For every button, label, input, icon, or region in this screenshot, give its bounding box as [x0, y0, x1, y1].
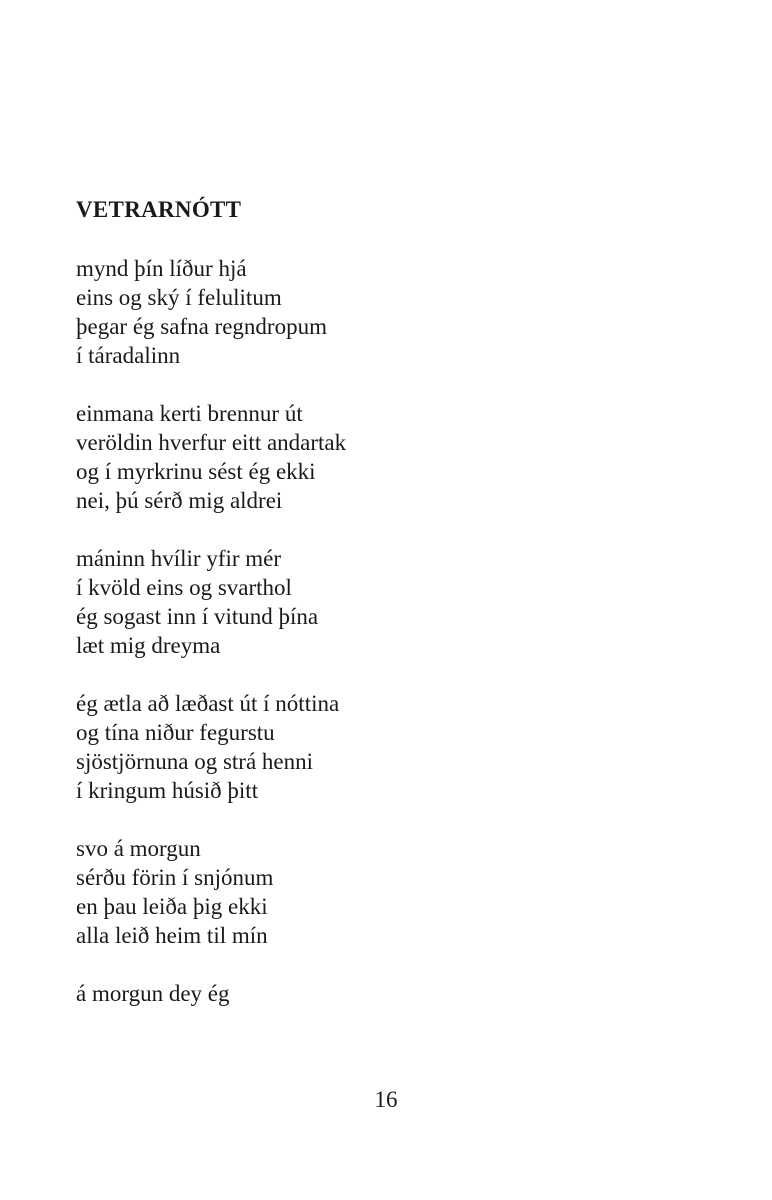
- stanza: [76, 399, 346, 515]
- poem-line: máninn hvílir yfir mér: [76, 546, 282, 571]
- poem-line: sjöstjörnuna og strá henni: [76, 749, 313, 774]
- poem-line: sérðu förin í snjónum: [76, 865, 274, 890]
- poem-line: svo á morgun: [76, 836, 201, 861]
- stanza: [76, 979, 346, 1008]
- poem-line: eins og ský í felulitum: [76, 285, 282, 310]
- stanza: [76, 254, 346, 370]
- stanza: [76, 544, 346, 660]
- poem-line: þegar ég safna regndropum: [76, 314, 327, 339]
- poem-line: mynd þín líður hjá: [76, 256, 247, 281]
- poem-line: í kvöld eins og svarthol: [76, 575, 292, 600]
- page-number: 16: [374, 1087, 398, 1112]
- poem-line: og tína niður fegurstu: [76, 720, 275, 745]
- poem-title: VETRARNÓTT: [76, 197, 242, 222]
- poem-line: veröldin hverfur eitt andartak: [76, 430, 347, 455]
- poem-line: en þau leiða þig ekki: [76, 894, 268, 919]
- poem-line: nei, þú sérð mig aldrei: [76, 488, 283, 513]
- poem-line: læt mig dreyma: [76, 633, 221, 658]
- poem-line: ég sogast inn í vitund þína: [76, 604, 319, 629]
- poem-line: á morgun dey ég: [76, 981, 230, 1006]
- poem-line: og í myrkrinu sést ég ekki: [76, 459, 316, 484]
- stanza: [76, 689, 346, 805]
- poem-line: í táradalinn: [76, 343, 181, 368]
- poem-line: einmana kerti brennur út: [76, 401, 303, 426]
- stanza: [76, 834, 346, 950]
- poem-line: í kringum húsið þitt: [76, 778, 259, 803]
- poem-body: [76, 254, 346, 1037]
- poem-line: alla leið heim til mín: [76, 923, 268, 948]
- poem-line: ég ætla að læðast út í nóttina: [76, 691, 340, 716]
